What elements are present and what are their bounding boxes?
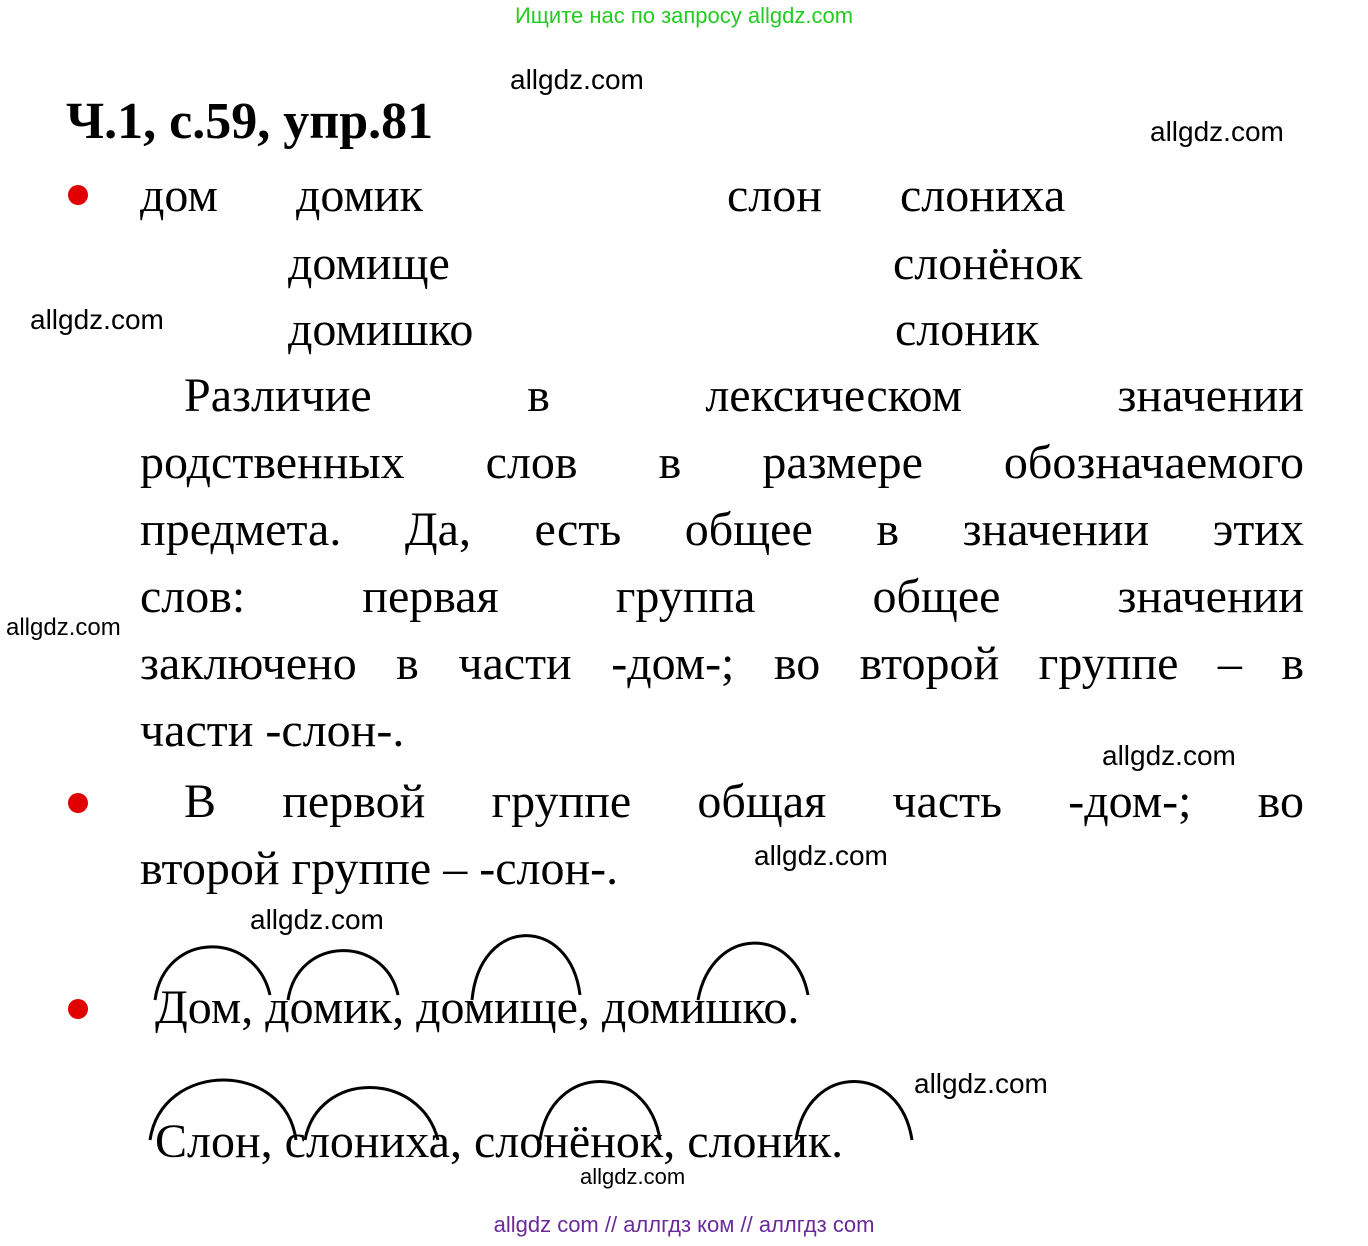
watermark: allgdz.com — [510, 64, 644, 95]
watermark: allgdz.com — [1150, 116, 1284, 147]
word: дом — [140, 169, 218, 222]
word: домик — [296, 169, 423, 222]
word: домище — [288, 237, 450, 290]
paragraph-line: второй группе – -слон-. — [140, 842, 619, 895]
watermark: allgdz.com — [1102, 740, 1236, 771]
watermark: allgdz.com — [580, 1164, 686, 1189]
paragraph-line: родственных слов в размере обозначаемого — [140, 436, 1304, 489]
root-line: Дом, домик, домище, домишко. — [155, 981, 800, 1034]
paragraph-line: предмета. Да, есть общее в значении этих — [140, 503, 1304, 556]
bottom-banner[interactable]: allgdz com // аллгдз ком // аллгдз com — [493, 1212, 875, 1237]
paragraph-line: Различие в лексическом значении — [184, 369, 1304, 422]
watermark: allgdz.com — [30, 304, 164, 335]
top-banner[interactable]: Ищите нас по запросу allgdz.com — [514, 3, 854, 28]
word: слоник — [895, 303, 1039, 356]
exercise-heading: Ч.1, с.59, упр.81 — [66, 93, 434, 150]
paragraph-line: заключено в части -дом-; во второй группе – в — [140, 637, 1304, 690]
paragraph-line: слов: первая группа общее значении — [140, 570, 1304, 623]
word: слонёнок — [893, 237, 1083, 290]
paragraph-line: части -слон-. — [140, 704, 405, 757]
watermark: allgdz.com — [6, 614, 121, 641]
word: слониха — [900, 169, 1066, 222]
watermark: allgdz.com — [250, 904, 384, 935]
root-line: Слон, слониха, слонёнок, слоник. — [155, 1115, 844, 1168]
paragraph-line: В первой группе общая часть -дом-; во — [184, 775, 1304, 828]
watermark: allgdz.com — [754, 840, 888, 871]
watermark: allgdz.com — [914, 1068, 1048, 1099]
word: домишко — [288, 303, 474, 356]
bullet-icon — [68, 999, 88, 1019]
word: слон — [727, 169, 822, 222]
